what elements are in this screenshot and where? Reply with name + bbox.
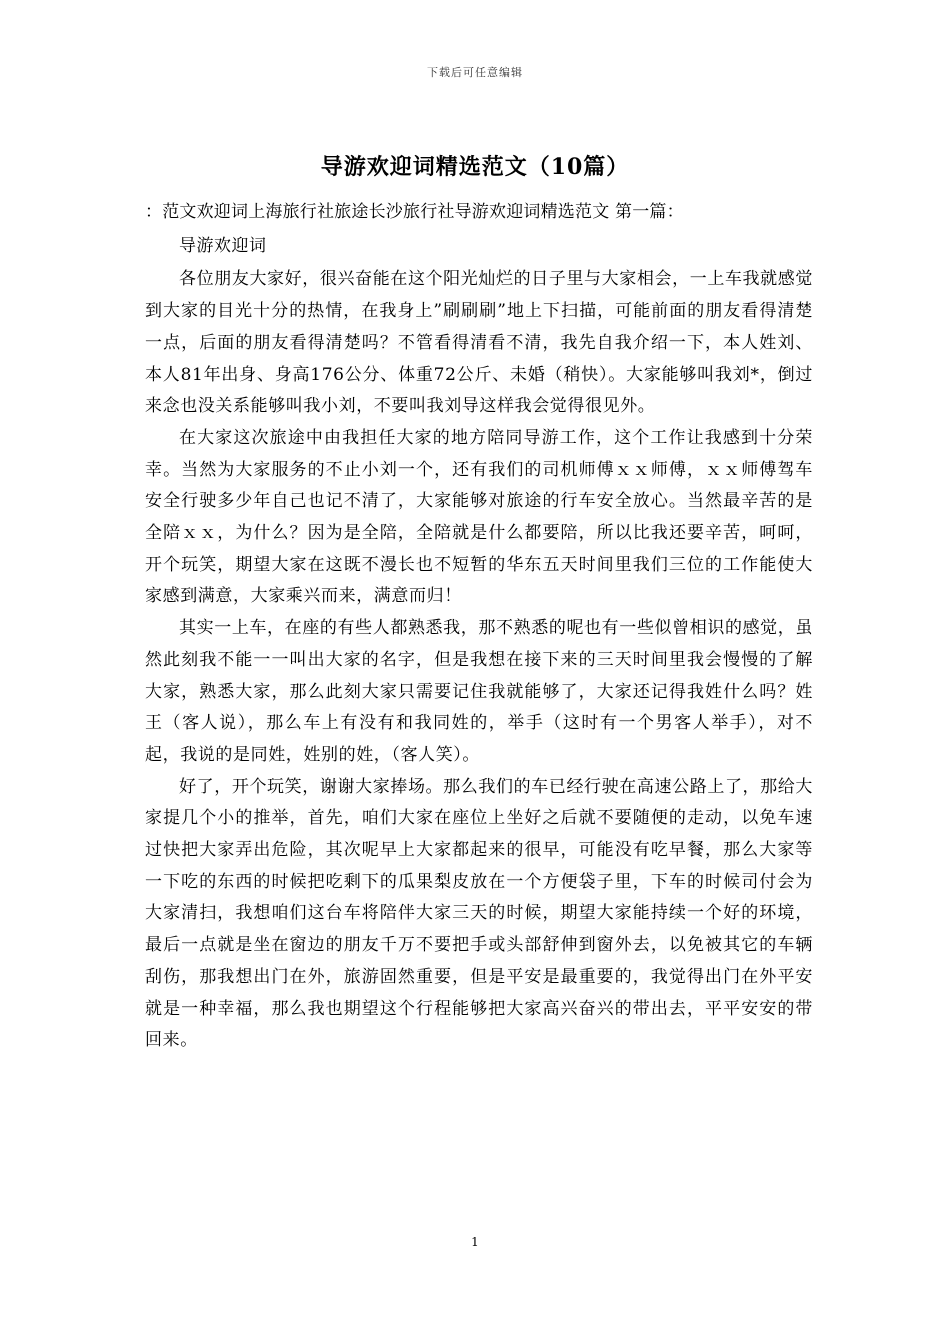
paragraph-3: 其实一上车，在座的有些人都熟悉我，那不熟悉的呢也有一些似曾相识的感觉，虽然此刻我不能一一叫出大家的名字，但是我想在接下来的三天时间里我会慢慢的了解大家，熟悉大家，那么此刻大家只需要记住我就能够了，大家还记得我姓什么吗？姓王（客人说），那么车上有没有和我同姓的，举手（这时有一个男客人举手），对不起，我说的是同姓，姓别的姓，（客人笑）。: [145, 618, 813, 765]
document-title: 导游欢迎词精选范文（10篇）: [320, 154, 630, 180]
lead-line: ：范文欢迎词上海旅行社旅途长沙旅行社导游欢迎词精选范文 第一篇：: [145, 202, 684, 222]
paragraph-1: 各位朋友大家好，很兴奋能在这个阳光灿烂的日子里与大家相会，一上车我就感觉到大家的目光十分的热情，在我身上”刷刷刷”地上下扫描，可能前面的朋友看得清楚一点，后面的朋友看得清楚吗？不管看得清看不清，我先自我介绍一下，本人姓刘、本人81年出身、身高176公分、体重72公斤、未婚（稍快）。大家能够叫我刘*，倒过来念也没关系能够叫我小刘，不要叫我刘导这样我会觉得很见外。: [145, 269, 813, 417]
paragraph-4: 好了，开个玩笑，谢谢大家捧场。那么我们的车已经行驶在高速公路上了，那给大家提几个小的推举，首先，咱们大家在座位上坐好之后就不要随便的走动，以免车速过快把大家弄出危险，其次呢早上大家都起来的很早，可能没有吃早餐，那么大家等一下吃的东西的时候把吃剩下的瓜果梨皮放在一个方便袋子里，下车的时候司付会为大家清扫，我想咱们这台车将陪伴大家三天的时候，期望大家能持续一个好的环境，最后一点就是坐在窗边的朋友千万不要把手或头部舒伸到窗外去，以免被其它的车辆刮伤，那我想出门在外，旅游固然重要，但是平安是最重要的，我觉得出门在外平安就是一种幸福，那么我也期望这个行程能够把大家高兴奋兴的带出去，平平安安的带回来。: [145, 776, 813, 1051]
paragraph-2: 在大家这次旅途中由我担任大家的地方陪同导游工作，这个工作让我感到十分荣幸。当然为大家服务的不止小刘一个，还有我们的司机师傅ｘｘ师傅，ｘｘ师傅驾车安全行驶多少年自己也记不清了，大家能够对旅途的行车安全放心。当然最辛苦的是全陪ｘｘ，为什么？因为是全陪，全陪就是什么都要陪，所以比我还要辛苦，呵呵，开个玩笑，期望大家在这既不漫长也不短暂的华东五天时间里我们三位的工作能使大家感到满意，大家乘兴而来，满意而归！: [145, 427, 813, 607]
document-body: [145, 197, 813, 1057]
section-subheading: 导游欢迎词: [179, 235, 267, 256]
page-number: 1: [471, 1235, 479, 1249]
header-note: 下载后可任意编辑: [427, 66, 523, 79]
